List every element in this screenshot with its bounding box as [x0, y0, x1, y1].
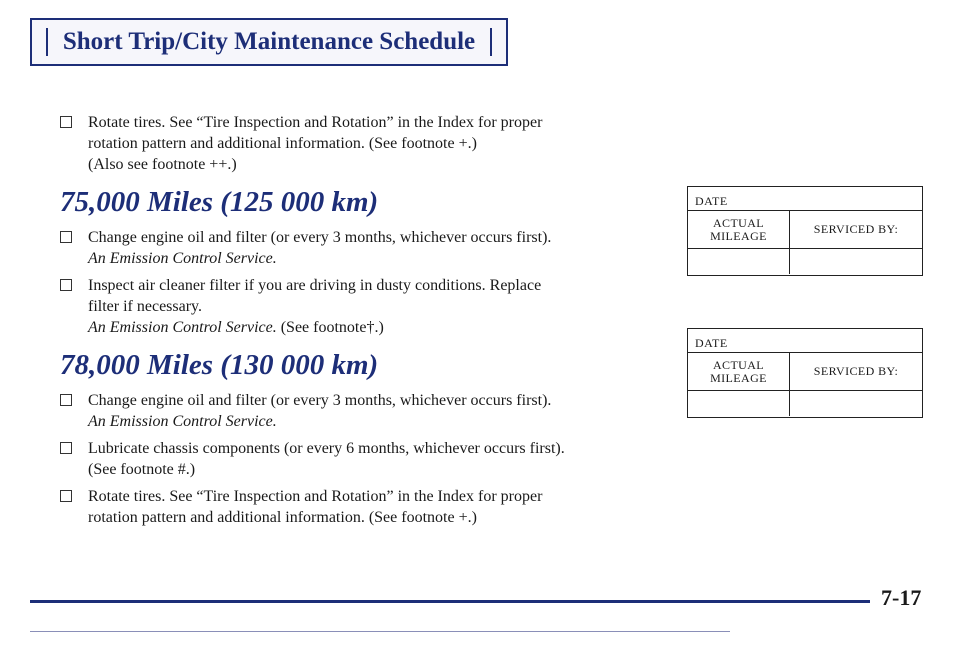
- item-text: (Also see footnote ++.): [88, 156, 237, 173]
- item-text: filter if necessary.: [88, 298, 203, 315]
- item-note: An Emission Control Service.: [88, 319, 277, 336]
- list-item: [60, 112, 660, 175]
- item-text: Lubricate chassis components (or every 6 months, whichever occurs first).: [88, 440, 565, 457]
- item-text: Rotate tires. See “Tire Inspection and Rotation” in the Index for proper: [88, 488, 543, 505]
- item-note-suffix: (See footnote†.): [276, 319, 384, 336]
- checkbox-icon[interactable]: [60, 231, 72, 243]
- actual-mileage-label: [688, 353, 790, 390]
- item-note-line: [88, 317, 660, 338]
- service-record-form-75000: [687, 186, 923, 276]
- section-heading-78000: 78,000 Miles (130 000 km): [60, 349, 379, 381]
- form-entry-row: [688, 391, 922, 416]
- checkbox-icon[interactable]: [60, 279, 72, 291]
- item-text: (See footnote #.): [88, 461, 196, 478]
- footer-rule-thin: [30, 631, 730, 632]
- section-heading-75000: 75,000 Miles (125 000 km): [60, 186, 379, 218]
- checkbox-icon[interactable]: [60, 442, 72, 454]
- serviced-by-field[interactable]: [790, 249, 922, 274]
- date-field[interactable]: [688, 329, 922, 353]
- date-label: DATE: [695, 194, 728, 208]
- checkbox-icon[interactable]: [60, 116, 72, 128]
- form-entry-row: [688, 249, 922, 274]
- item-text: Rotate tires. See “Tire Inspection and Rotation” in the Index for proper: [88, 114, 543, 131]
- checkbox-icon[interactable]: [60, 490, 72, 502]
- form-header-row: [688, 353, 922, 391]
- item-text: rotation pattern and additional information. (See footnote +.): [88, 135, 477, 152]
- item-note: An Emission Control Service.: [88, 250, 277, 267]
- mileage-label-line: ACTUAL: [712, 215, 765, 230]
- list-item: [60, 275, 660, 338]
- footer-rule: [30, 600, 870, 603]
- checkbox-icon[interactable]: [60, 394, 72, 406]
- mileage-label-line: ACTUAL: [712, 357, 765, 372]
- list-item: [60, 227, 660, 269]
- actual-mileage-label: [688, 211, 790, 248]
- page-number: 7-17: [881, 585, 922, 610]
- form-header-row: [688, 211, 922, 249]
- item-text: Change engine oil and filter (or every 3 months, whichever occurs first).: [88, 229, 552, 246]
- item-note: An Emission Control Service.: [88, 413, 277, 430]
- list-item: [60, 438, 660, 480]
- serviced-by-field[interactable]: [790, 391, 922, 416]
- serviced-by-label: SERVICED BY:: [813, 364, 899, 378]
- item-text: Change engine oil and filter (or every 3 months, whichever occurs first).: [88, 392, 552, 409]
- service-record-form-78000: [687, 328, 923, 418]
- actual-mileage-field[interactable]: [688, 249, 790, 274]
- schedule-column: [60, 112, 660, 534]
- date-field[interactable]: [688, 187, 922, 211]
- list-item: [60, 390, 660, 432]
- page-title: Short Trip/City Maintenance Schedule: [30, 18, 508, 66]
- mileage-label-line: MILEAGE: [710, 228, 767, 243]
- mileage-label-line: MILEAGE: [710, 370, 767, 385]
- item-text: Inspect air cleaner filter if you are driving in dusty conditions. Replace: [88, 277, 542, 294]
- date-label: DATE: [695, 336, 728, 350]
- list-item: [60, 486, 660, 528]
- item-text: rotation pattern and additional information. (See footnote +.): [88, 509, 477, 526]
- serviced-by-label: SERVICED BY:: [813, 222, 899, 236]
- actual-mileage-field[interactable]: [688, 391, 790, 416]
